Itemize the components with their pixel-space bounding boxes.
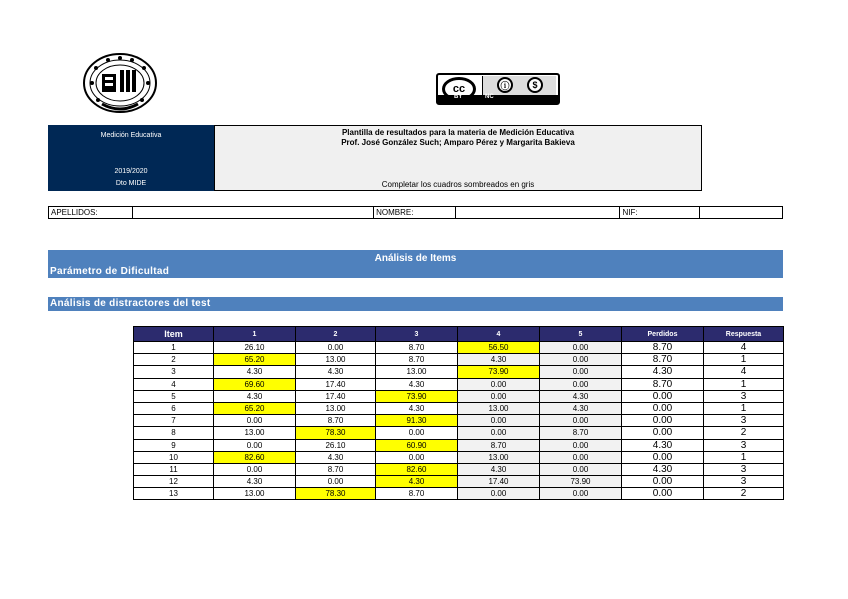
cell-missing: 0.00 [622,476,704,488]
cell-answer: 1 [704,378,784,390]
cell-answer: 1 [704,354,784,366]
table-row [134,378,784,390]
cell-answer: 1 [704,451,784,463]
cell-item: 3 [134,366,214,378]
cell-option-1: 0.00 [214,415,296,427]
item-analysis-title: Análisis de Items [374,253,457,264]
surname-input[interactable] [133,207,374,218]
table-row [134,488,784,500]
cell-option-4: 0.00 [458,390,540,402]
cell-option-5: 0.00 [540,439,622,451]
cell-option-5: 0.00 [540,463,622,475]
cell-item: 2 [134,354,214,366]
surname-label: APELLIDOS: [49,207,133,218]
cell-answer: 3 [704,463,784,475]
cell-missing: 8.70 [622,378,704,390]
cell-option-2: 8.70 [296,463,376,475]
cell-option-4: 73.90 [458,366,540,378]
cell-option-3: 73.90 [376,390,458,402]
cell-item: 8 [134,427,214,439]
cell-answer: 2 [704,488,784,500]
item-analysis-band [48,250,783,278]
cell-option-3: 8.70 [376,354,458,366]
cell-option-1: 69.60 [214,378,296,390]
cell-option-1: 4.30 [214,390,296,402]
cell-option-2: 13.00 [296,402,376,414]
creative-commons-license-badge [436,73,560,105]
cell-option-1: 65.20 [214,402,296,414]
cc-icon: cc [442,77,476,101]
table-row [134,427,784,439]
table-row [134,342,784,354]
cell-option-2: 78.30 [296,427,376,439]
cell-option-5: 4.30 [540,390,622,402]
cell-option-4: 4.30 [458,463,540,475]
cell-item: 10 [134,451,214,463]
cell-answer: 3 [704,415,784,427]
cell-option-2: 4.30 [296,366,376,378]
cell-option-2: 4.30 [296,451,376,463]
name-label: NOMBRE: [374,207,456,218]
cell-option-5: 0.00 [540,488,622,500]
cell-option-1: 13.00 [214,427,296,439]
cell-option-3: 4.30 [376,402,458,414]
cell-option-1: 65.20 [214,354,296,366]
cell-missing: 4.30 [622,366,704,378]
cell-missing: 0.00 [622,451,704,463]
cell-item: 9 [134,439,214,451]
name-input[interactable] [456,207,621,218]
cell-answer: 4 [704,342,784,354]
column-header-option-5: 5 [540,327,622,342]
university-seal-logo [80,52,160,114]
non-commercial-icon: $ [527,77,543,93]
cell-missing: 8.70 [622,354,704,366]
cell-item: 1 [134,342,214,354]
cell-option-5: 0.00 [540,378,622,390]
column-header-missing: Perdidos [622,327,704,342]
table-row [134,451,784,463]
nc-label: NC [485,94,494,100]
course-name: Medición Educativa [100,132,162,139]
cell-option-2: 17.40 [296,390,376,402]
cell-option-5: 8.70 [540,427,622,439]
column-header-item: Item [134,327,214,342]
cell-option-3: 0.00 [376,427,458,439]
cell-option-3: 13.00 [376,366,458,378]
cell-option-1: 82.60 [214,451,296,463]
nif-input[interactable] [700,207,782,218]
cell-option-1: 4.30 [214,476,296,488]
department: Dto MIDE [115,180,147,187]
table-row [134,476,784,488]
cell-item: 6 [134,402,214,414]
cell-option-3: 91.30 [376,415,458,427]
cell-option-3: 8.70 [376,342,458,354]
cell-missing: 8.70 [622,342,704,354]
by-label: BY [454,94,463,100]
cell-option-5: 0.00 [540,354,622,366]
column-header-answer: Respuesta [704,327,784,342]
column-header-option-3: 3 [376,327,458,342]
column-header-option-1: 1 [214,327,296,342]
table-row [134,366,784,378]
cell-option-4: 0.00 [458,415,540,427]
cell-missing: 0.00 [622,402,704,414]
cell-option-5: 73.90 [540,476,622,488]
cell-item: 4 [134,378,214,390]
cell-option-4: 0.00 [458,488,540,500]
cell-option-3: 4.30 [376,476,458,488]
cell-option-2: 26.10 [296,439,376,451]
cell-option-1: 4.30 [214,366,296,378]
course-info-block [48,125,214,191]
cell-option-2: 0.00 [296,476,376,488]
cell-missing: 0.00 [622,415,704,427]
cell-option-2: 0.00 [296,342,376,354]
cell-option-5: 4.30 [540,402,622,414]
cell-answer: 3 [704,476,784,488]
cell-missing: 4.30 [622,463,704,475]
cell-option-1: 0.00 [214,439,296,451]
cell-answer: 3 [704,390,784,402]
distractor-analysis-table [133,326,784,500]
table-row [134,439,784,451]
column-header-option-2: 2 [296,327,376,342]
table-header-row [134,327,784,342]
nif-label: NIF: [620,207,700,218]
cell-item: 5 [134,390,214,402]
cell-item: 11 [134,463,214,475]
cell-option-3: 4.30 [376,378,458,390]
professors-line: Prof. José González Such; Amparo Pérez y Margarita Bakieva [341,138,575,147]
cell-option-1: 13.00 [214,488,296,500]
cell-missing: 4.30 [622,439,704,451]
cell-answer: 4 [704,366,784,378]
cell-option-4: 0.00 [458,378,540,390]
table-row [134,415,784,427]
cell-missing: 0.00 [622,427,704,439]
cell-option-5: 0.00 [540,366,622,378]
instructions-text: Completar los cuadros sombreados en gris [381,180,535,189]
cell-option-4: 13.00 [458,451,540,463]
template-title-block [214,125,702,191]
distractor-analysis-title: Análisis de distractores del test [48,297,783,311]
academic-year: 2019/2020 [114,168,148,175]
cell-option-3: 0.00 [376,451,458,463]
cell-option-4: 4.30 [458,354,540,366]
cell-item: 12 [134,476,214,488]
cell-option-2: 8.70 [296,415,376,427]
cell-option-5: 0.00 [540,415,622,427]
cell-item: 7 [134,415,214,427]
cell-answer: 2 [704,427,784,439]
cell-option-4: 0.00 [458,427,540,439]
cell-answer: 3 [704,439,784,451]
cell-option-5: 0.00 [540,342,622,354]
cell-answer: 1 [704,402,784,414]
attribution-icon: ⓘ [497,77,513,93]
cell-option-4: 13.00 [458,402,540,414]
cell-option-2: 78.30 [296,488,376,500]
table-row [134,463,784,475]
cell-option-4: 17.40 [458,476,540,488]
cell-option-1: 26.10 [214,342,296,354]
template-title: Plantilla de resultados para la materia de Medición Educativa [341,128,575,137]
cell-option-2: 13.00 [296,354,376,366]
table-row [134,390,784,402]
table-row [134,402,784,414]
cell-option-4: 8.70 [458,439,540,451]
cell-option-3: 60.90 [376,439,458,451]
cell-missing: 0.00 [622,390,704,402]
cell-option-3: 82.60 [376,463,458,475]
cell-option-3: 8.70 [376,488,458,500]
cell-option-1: 0.00 [214,463,296,475]
cell-item: 13 [134,488,214,500]
cell-option-5: 0.00 [540,451,622,463]
column-header-option-4: 4 [458,327,540,342]
table-row [134,354,784,366]
student-identification-row [48,206,783,219]
difficulty-parameter-title: Parámetro de Dificultad [50,266,170,277]
cell-option-4: 56.50 [458,342,540,354]
cell-option-2: 17.40 [296,378,376,390]
cell-missing: 0.00 [622,488,704,500]
